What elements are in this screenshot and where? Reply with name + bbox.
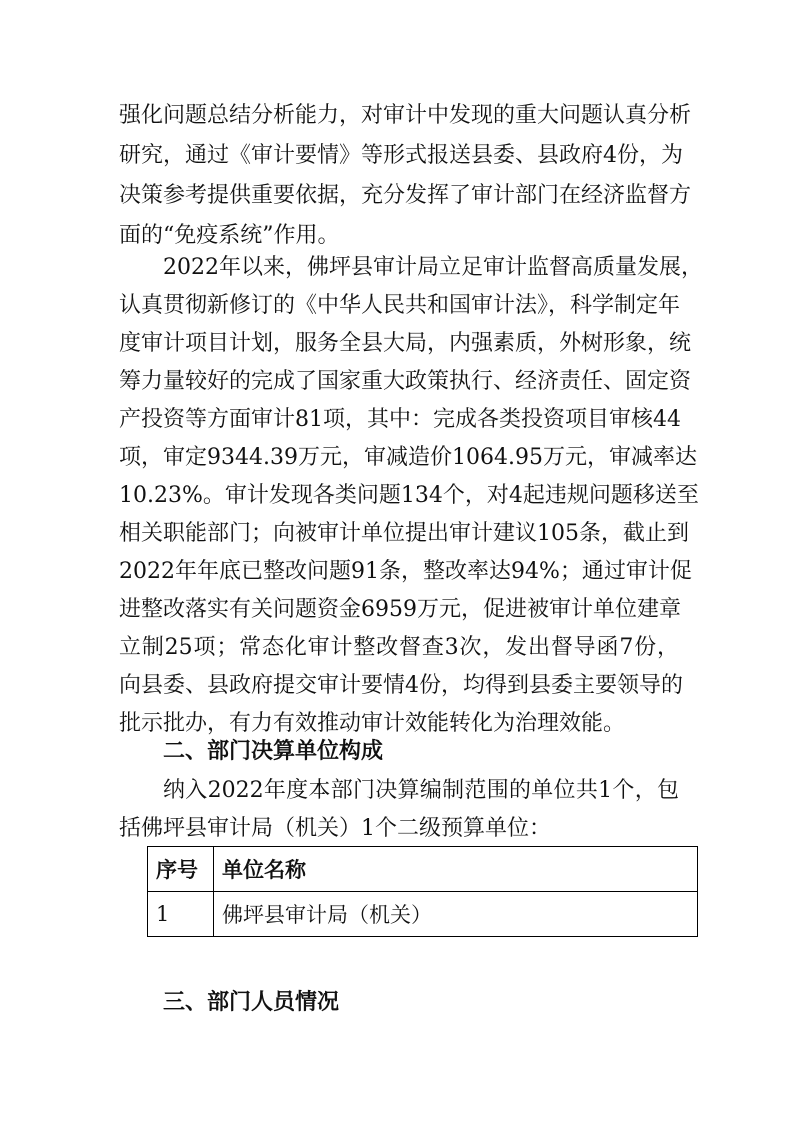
paragraph-line: 研究，通过《审计要情》等形式报送县委、县政府4份，为 (119, 143, 683, 168)
paragraph-line: 向县委、县政府提交审计要情4份，均得到县委主要领导的 (119, 673, 683, 698)
paragraph-line: 面的“免疫系统”作用。 (119, 223, 340, 248)
paragraph-line: 认真贯彻新修订的《中华人民共和国审计法》，科学制定年 (119, 293, 681, 318)
table-header-row (148, 847, 698, 892)
table-cell: 1 (148, 892, 214, 937)
paragraph-line: 度审计项目计划，服务全县大局，内强素质，外树形象，统 (119, 331, 692, 356)
paragraph-line: 批示批办，有力有效推动审计效能转化为治理效能。 (119, 711, 626, 736)
paragraph-line: 决策参考提供重要依据，充分发挥了审计部门在经济监督方 (119, 183, 692, 208)
paragraph-line: 10.23%。审计发现各类问题134个，对4起违规问题移送至 (119, 483, 699, 508)
paragraph-line: 相关职能部门；向被审计单位提出审计建议105条，截止到 (119, 521, 689, 546)
table-header-cell: 序号 (148, 847, 214, 892)
paragraph-line: 强化问题总结分析能力，对审计中发现的重大问题认真分析 (119, 103, 692, 128)
paragraph-line: 筹力量较好的完成了国家重大政策执行、经济责任、固定资 (119, 369, 692, 394)
paragraph-line: 进整改落实有关问题资金6959万元，促进被审计单位建章 (119, 597, 681, 622)
paragraph-line: 2022年以来，佛坪县审计局立足审计监督高质量发展， (163, 255, 703, 280)
section-heading-units: 二、部门决算单位构成 (163, 739, 384, 764)
section-heading-staff: 三、部门人员情况 (163, 990, 340, 1015)
paragraph-line: 项，审定9344.39万元，审减造价1064.95万元，审减率达 (119, 445, 697, 470)
table-header-cell: 单位名称 (214, 847, 698, 892)
paragraph-line: 2022年年底已整改问题91条，整改率达94%；通过审计促 (119, 559, 692, 584)
table-row (148, 892, 698, 937)
paragraph-line: 括佛坪县审计局（机关）1个二级预算单位： (119, 816, 551, 841)
paragraph-line: 立制25项；常态化审计整改督查3次，发出督导函7份， (119, 635, 679, 660)
paragraph-line: 纳入2022年度本部门决算编制范围的单位共1个，包 (163, 778, 679, 803)
units-table (147, 846, 698, 937)
table-cell: 佛坪县审计局（机关） (214, 892, 698, 937)
paragraph-line: 产投资等方面审计81项，其中：完成各类投资项目审核44 (119, 407, 681, 432)
